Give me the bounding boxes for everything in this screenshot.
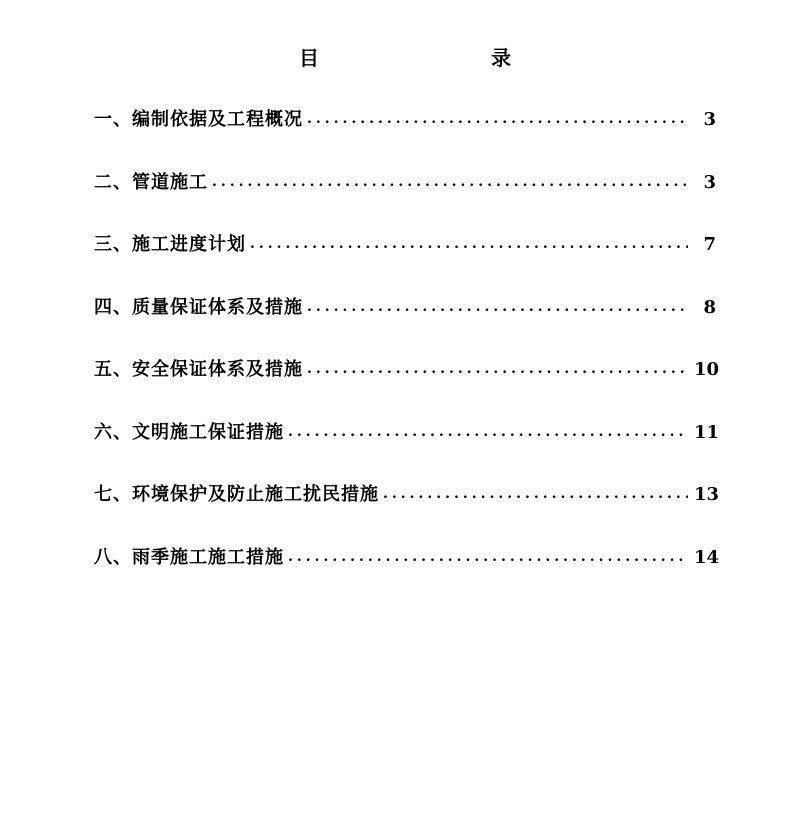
- toc-dot-leader: [288, 543, 688, 571]
- toc-entry-page: 8: [703, 296, 716, 318]
- toc-entry-label: 三、施工进度计划: [94, 234, 246, 255]
- toc-entry-label: 四、质量保证体系及措施: [94, 296, 303, 318]
- toc-entry-page: 3: [703, 109, 716, 130]
- toc-dot-leader: [307, 355, 688, 383]
- toc-entry[interactable]: [94, 356, 720, 419]
- toc-entry-page: 7: [703, 234, 716, 255]
- toc-title-char: 录: [491, 46, 511, 70]
- toc-entry-label: 五、安全保证体系及措施: [94, 359, 303, 380]
- toc-entry-label: 二、管道施工: [94, 171, 208, 193]
- toc-entry-label: 一、编制依据及工程概况: [94, 109, 303, 130]
- toc-entry-page: 14: [694, 546, 720, 568]
- toc-entry-label: 八、雨季施工施工措施: [94, 546, 284, 568]
- toc-dot-leader: [250, 230, 688, 258]
- toc-entry[interactable]: [94, 419, 720, 482]
- toc-entry[interactable]: [94, 294, 716, 357]
- toc-dot-leader: [212, 168, 688, 196]
- toc-dot-leader: [288, 418, 688, 446]
- toc-title-char: 目: [299, 46, 319, 70]
- toc-entry[interactable]: [94, 481, 720, 544]
- toc-entry-label: 七、环境保护及防止施工扰民措施: [94, 484, 379, 505]
- toc-entry[interactable]: [94, 169, 716, 232]
- toc-entry-page: 11: [694, 421, 720, 443]
- toc-entry[interactable]: [94, 106, 716, 169]
- toc-entry-page: 13: [694, 484, 720, 505]
- toc-title: [0, 44, 791, 72]
- toc-entry-page: 10: [694, 359, 720, 380]
- toc-entry[interactable]: [94, 231, 716, 294]
- toc-list: [94, 106, 720, 606]
- toc-entry-page: 3: [703, 171, 716, 193]
- toc-entry[interactable]: [94, 544, 720, 607]
- toc-dot-leader: [383, 480, 688, 508]
- toc-dot-leader: [307, 293, 688, 321]
- toc-dot-leader: [307, 105, 688, 133]
- toc-entry-label: 六、文明施工保证措施: [94, 421, 284, 443]
